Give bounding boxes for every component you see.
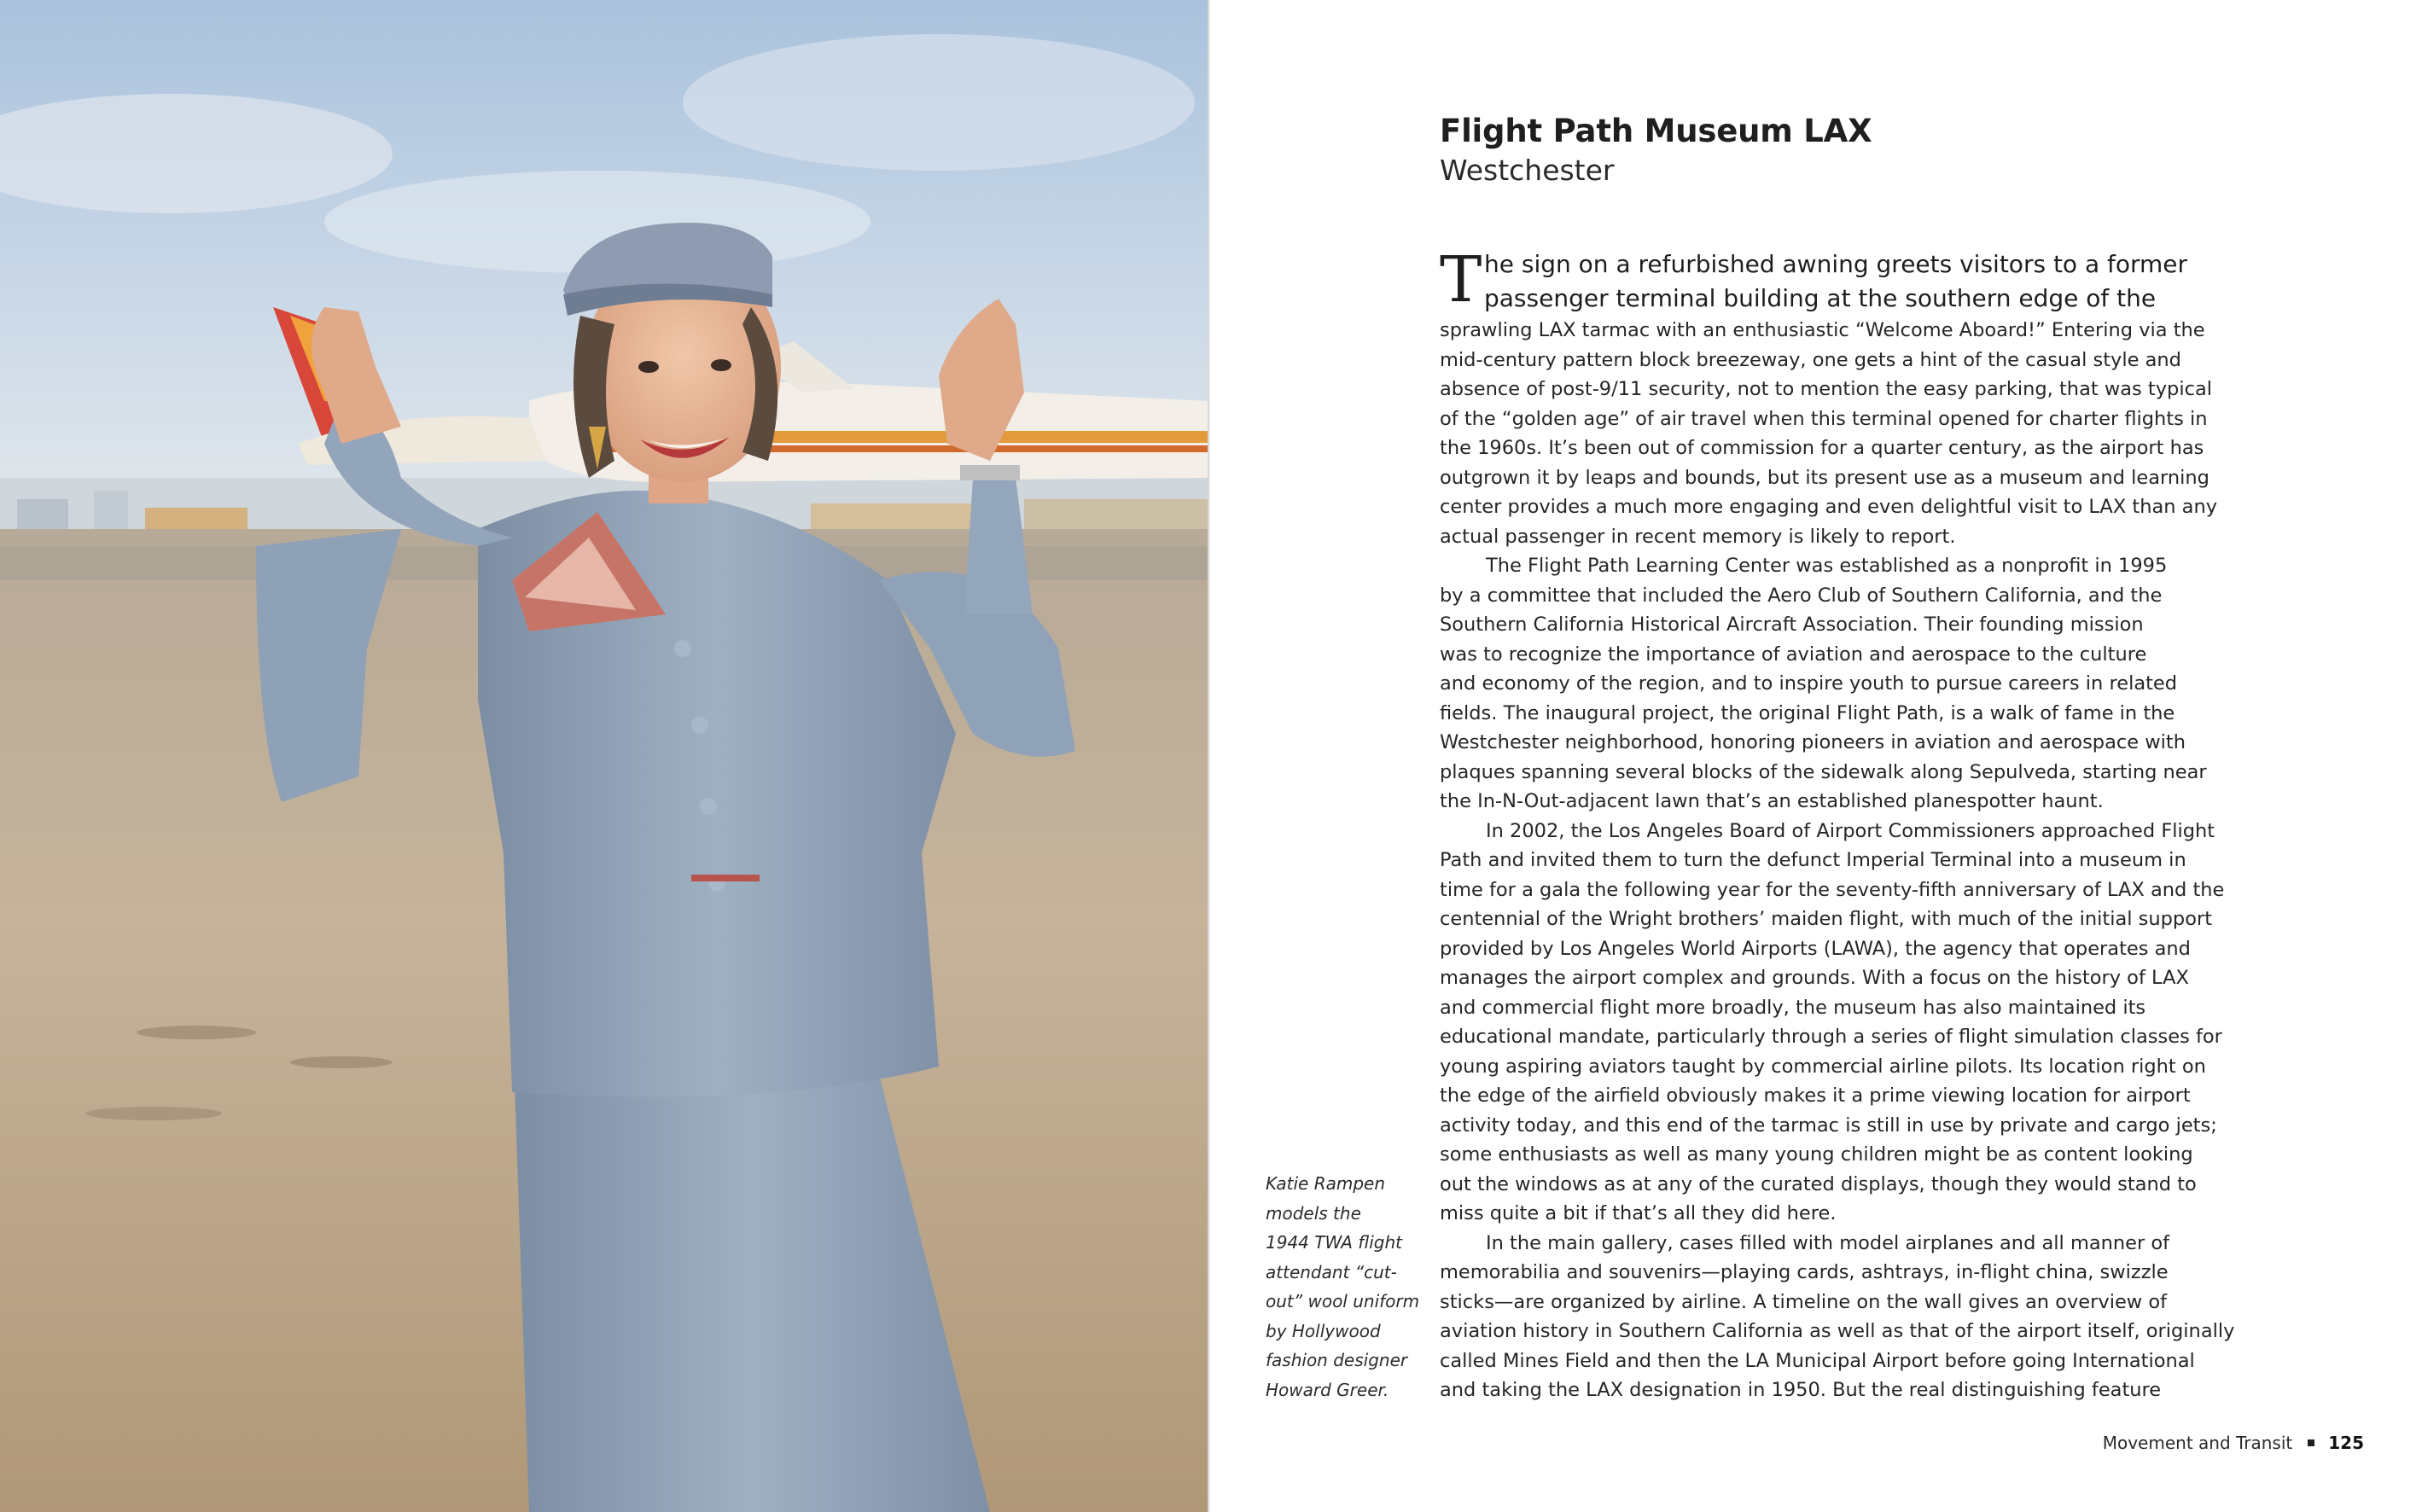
body-line: sprawling LAX tarmac with an enthusiastic “Welcome Aboard!” Entering via the bbox=[1440, 319, 2205, 341]
caption-line: Howard Greer. bbox=[1266, 1379, 1389, 1400]
body-line: In the main gallery, cases filled with model airplanes and all manner of bbox=[1486, 1231, 2170, 1254]
caption-line: models the bbox=[1266, 1202, 1361, 1224]
body-line: by a committee that included the Aero Club of Southern California, and the bbox=[1440, 584, 2163, 607]
body-line: provided by Los Angeles World Airports (LAWA), the agency that operates and bbox=[1440, 937, 2191, 960]
square-bullet-icon bbox=[2308, 1439, 2314, 1446]
page-subtitle: Westchester bbox=[1440, 154, 1615, 187]
body-line: out the windows as at any of the curated displays, though they would stand to bbox=[1440, 1172, 2197, 1195]
body-line: outgrown it by leaps and bounds, but its present use as a museum and learning bbox=[1440, 466, 2209, 489]
page-gutter bbox=[1208, 0, 1210, 1512]
body-line: memorabilia and souvenirs—playing cards, ashtrays, in-flight china, swizzle bbox=[1440, 1261, 2169, 1283]
body-line: Westchester neighborhood, honoring pioneers in aviation and aerospace with bbox=[1440, 731, 2186, 753]
caption-line: by Hollywood bbox=[1266, 1320, 1381, 1341]
body-line: plaques spanning several blocks of the sidewalk along Sepulveda, starting near bbox=[1440, 760, 2207, 783]
lead-line: passenger terminal building at the southern edge of the bbox=[1484, 284, 2157, 312]
body-line: miss quite a bit if that’s all they did here. bbox=[1440, 1202, 1837, 1224]
lead-line: he sign on a refurbished awning greets visitors to a former bbox=[1484, 250, 2188, 278]
caption-line: Katie Rampen bbox=[1266, 1173, 1386, 1194]
body-line: centennial of the Wright brothers’ maiden flight, with much of the initial support bbox=[1440, 908, 2213, 930]
footer-section: Movement and Transit bbox=[2102, 1433, 2293, 1453]
photo-caption bbox=[1266, 1169, 1436, 1404]
body-line: and taking the LAX designation in 1950. But the real distinguishing feature bbox=[1440, 1379, 2162, 1401]
body-line: educational mandate, particularly through a series of flight simulation classes for bbox=[1440, 1026, 2222, 1048]
page-number: 125 bbox=[2328, 1433, 2364, 1453]
body-line: the In-N-Out-adjacent lawn that’s an established planespotter haunt. bbox=[1440, 790, 2104, 812]
body-line: The Flight Path Learning Center was established as a nonprofit in 1995 bbox=[1486, 555, 2168, 577]
body-line: Path and invited them to turn the defunct Imperial Terminal into a museum in bbox=[1440, 849, 2186, 871]
body-line: Southern California Historical Aircraft Association. Their founding mission bbox=[1440, 614, 2144, 636]
body-line: and economy of the region, and to inspire youth to pursue careers in related bbox=[1440, 672, 2178, 695]
drop-cap: T bbox=[1440, 243, 1482, 317]
caption-line: 1944 TWA flight bbox=[1266, 1232, 1402, 1253]
body-line: was to recognize the importance of aviation and aerospace to the culture bbox=[1440, 643, 2147, 666]
body-line: mid-century pattern block breezeway, one gets a hint of the casual style and bbox=[1440, 348, 2181, 371]
body-line: absence of post-9/11 security, not to mention the easy parking, that was typical bbox=[1440, 378, 2212, 400]
page-title: Flight Path Museum LAX bbox=[1440, 113, 1872, 149]
body-line: aviation history in Southern California as well as that of the airport itself, originally bbox=[1440, 1320, 2235, 1342]
body-line: fields. The inaugural project, the original Flight Path, is a walk of fame in the bbox=[1440, 701, 2175, 724]
caption-line: fashion designer bbox=[1266, 1350, 1408, 1370]
body-line: actual passenger in recent memory is likely to report. bbox=[1440, 525, 1956, 548]
photo-illustration bbox=[0, 0, 1208, 1512]
body-line: manages the airport complex and grounds. With a focus on the history of LAX bbox=[1440, 967, 2189, 989]
body-line: center provides a much more engaging and even delightful visit to LAX than any bbox=[1440, 496, 2218, 518]
article-body bbox=[1440, 243, 2235, 1405]
caption-line: out” wool uniform bbox=[1266, 1291, 1420, 1311]
page-footer bbox=[2103, 1433, 2364, 1453]
body-line: the 1960s. It’s been out of commission for a quarter century, as the airport has bbox=[1440, 437, 2204, 459]
body-line: some enthusiasts as well as many young children might be as content looking bbox=[1440, 1143, 2193, 1166]
body-line: sticks—are organized by airline. A timeline on the wall gives an overview of bbox=[1440, 1290, 2168, 1313]
body-line: activity today, and this end of the tarmac is still in use by private and cargo jets; bbox=[1440, 1114, 2217, 1137]
body-line: and commercial flight more broadly, the museum has also maintained its bbox=[1440, 996, 2146, 1019]
body-line: time for a gala the following year for the seventy-fifth anniversary of LAX and the bbox=[1440, 878, 2225, 901]
body-line: called Mines Field and then the LA Municipal Airport before going International bbox=[1440, 1349, 2195, 1372]
body-line: of the “golden age” of air travel when this terminal opened for charter flights in bbox=[1440, 407, 2208, 430]
body-line: young aspiring aviators taught by commercial airline pilots. Its location right on bbox=[1440, 1055, 2206, 1078]
flight-attendant-photo bbox=[0, 0, 1208, 1512]
body-line: the edge of the airfield obviously makes it a prime viewing location for airport bbox=[1440, 1085, 2191, 1107]
body-line: In 2002, the Los Angeles Board of Airport Commissioners approached Flight bbox=[1486, 819, 2215, 842]
caption-line: attendant “cut- bbox=[1266, 1261, 1397, 1282]
